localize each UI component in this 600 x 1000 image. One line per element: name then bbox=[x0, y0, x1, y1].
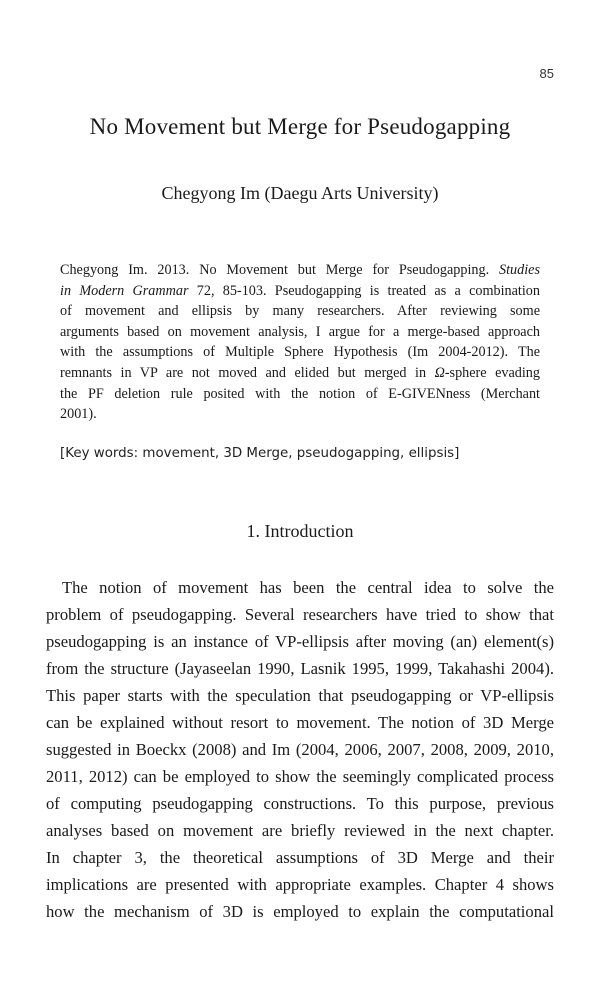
abstract-line-3: of movement and ellipsis by many researchers. After reviewing some bbox=[60, 303, 540, 320]
body-line: how the mechanism of 3D is employed to explain the computational bbox=[46, 902, 554, 921]
omega-symbol: Ω bbox=[434, 364, 445, 381]
paper-title: No Movement but Merge for Pseudogapping bbox=[89, 114, 511, 139]
body-line: problem of pseudogapping. Several researchers have tried to show that bbox=[46, 605, 554, 624]
body-line: The notion of movement has been the central idea to solve the bbox=[62, 578, 554, 597]
body-line: This paper starts with the speculation that pseudogapping or VP-ellipsis bbox=[46, 686, 554, 705]
body-line: suggested in Boeckx (2008) and Im (2004, 2006, 2007, 2008, 2009, 2010, bbox=[46, 740, 554, 759]
page-number: 85 bbox=[539, 66, 554, 81]
introduction-body bbox=[46, 574, 554, 925]
body-line: 2011, 2012) can be employed to show the seemingly complicated process bbox=[46, 767, 554, 786]
keywords: [Key words: movement, 3D Merge, pseudogapping, ellipsis] bbox=[60, 446, 460, 461]
body-line: In chapter 3, the theoretical assumptions of 3D Merge and their bbox=[46, 848, 554, 867]
body-line: of computing pseudogapping constructions. To this purpose, previous bbox=[46, 794, 554, 813]
abstract-line-4: arguments based on movement analysis, I argue for a merge-based approach bbox=[60, 323, 540, 340]
body-line: from the structure (Jayaseelan 1990, Lasnik 1995, 1999, Takahashi 2004). bbox=[46, 659, 554, 678]
abstract-line-8: 2001). bbox=[60, 406, 97, 423]
abstract-line-2 bbox=[60, 281, 540, 302]
body-line: analyses based on movement are briefly reviewed in the next chapter. bbox=[46, 821, 554, 840]
abstract-line-1 bbox=[60, 260, 540, 281]
section-heading: 1. Introduction bbox=[246, 521, 354, 541]
journal-name-part-1: Studies bbox=[499, 262, 540, 278]
abstract-line-6 bbox=[60, 363, 540, 384]
abstract-citation: Chegyong Im. 2013. No Movement but Merge for Pseudogapping. bbox=[60, 262, 500, 278]
author-line: Chegyong Im (Daegu Arts University) bbox=[161, 183, 439, 203]
journal-name-part-2: in Modern Grammar bbox=[60, 282, 189, 299]
abstract-line-5: with the assumptions of Multiple Sphere Hypothesis (Im 2004-2012). The bbox=[60, 344, 540, 361]
abstract bbox=[60, 260, 540, 425]
body-line: pseudogapping is an instance of VP-ellipsis after moving (an) element(s) bbox=[46, 632, 554, 651]
abstract-text: 72, 85-103. Pseudogapping is treated as a combination bbox=[188, 282, 540, 299]
body-line: can be explained without resort to movement. The notion of 3D Merge bbox=[46, 713, 554, 732]
abstract-line-7: the PF deletion rule posited with the notion of E-GIVENness (Merchant bbox=[60, 385, 540, 402]
abstract-text: remnants in VP are not moved and elided but merged in bbox=[60, 364, 435, 381]
abstract-text: -sphere evading bbox=[444, 364, 540, 381]
body-line: implications are presented with appropriate examples. Chapter 4 shows bbox=[46, 875, 554, 894]
